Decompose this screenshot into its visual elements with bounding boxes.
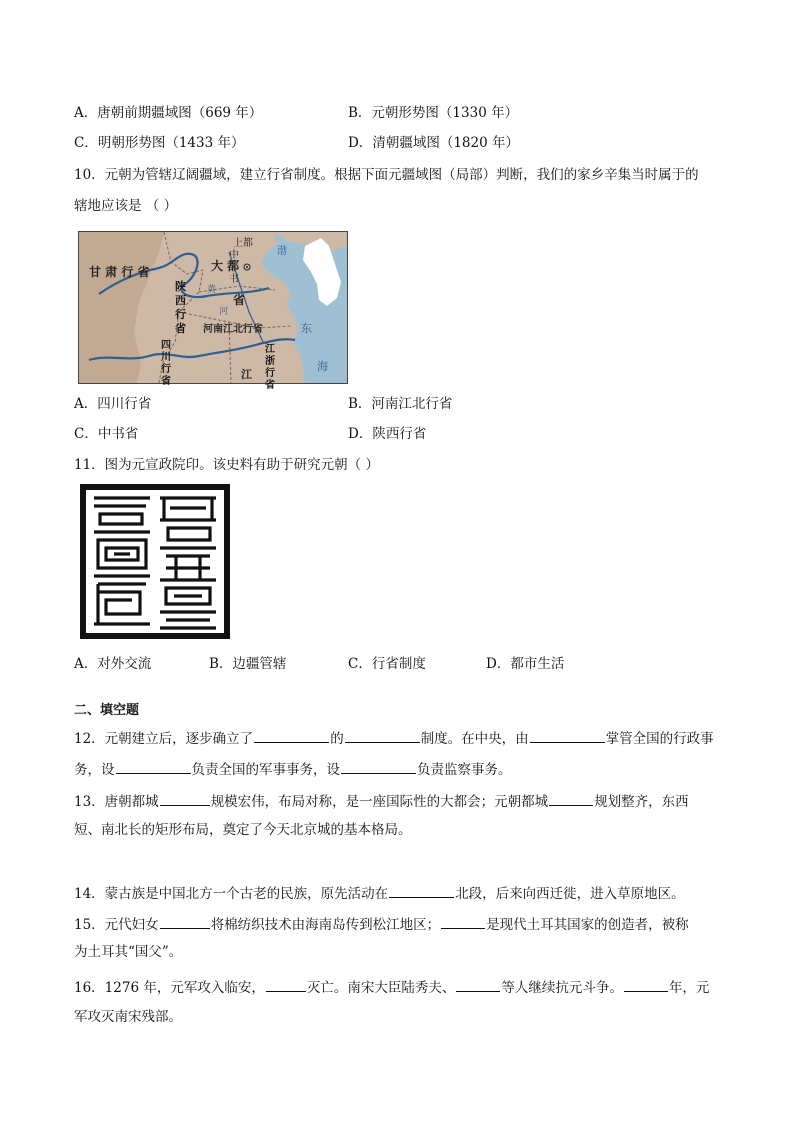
q9-option-a [74, 103, 262, 123]
q12-text: 12．元朝建立后，逐步确立了 [74, 731, 254, 747]
q13-blank-2[interactable] [549, 790, 593, 806]
q12-text: 务，设 [74, 762, 115, 778]
q12-blank-1[interactable] [254, 727, 329, 743]
q12-blank-4[interactable] [116, 758, 191, 774]
q12-text: 负责监察事务。 [417, 762, 512, 778]
q13-line1 [74, 790, 689, 812]
option-letter: C． [74, 135, 98, 151]
map-label-sichuan: 四川行省 [161, 340, 171, 387]
q15-line1 [74, 913, 689, 935]
q14-blank-1[interactable] [389, 882, 454, 898]
map-label-jiang: 江 [241, 368, 252, 381]
q16-blank-1[interactable] [266, 976, 306, 992]
q12-text: 制度。在中央，由 [420, 731, 529, 747]
option-text: 唐朝前期疆域图（669 年） [97, 105, 263, 121]
option-text: 清朝疆域图（1820 年） [372, 135, 519, 151]
option-letter: B． [348, 105, 372, 121]
q15-text: 将棉纺织技术由海南岛传到松江地区； [210, 917, 441, 933]
q10-stem-line1: 10．元朝为管辖辽阔疆域，建立行省制度。根据下面元疆域图（局部）判断，我们的家乡辛集当时属于的 [74, 167, 699, 183]
map-svg [79, 232, 347, 387]
q15-text: 是现代土耳其国家的创造者，被称 [486, 917, 689, 933]
q16-text: 年，元 [668, 980, 710, 996]
q15-blank-2[interactable] [441, 913, 485, 929]
q16-line2: 军攻灭南宋残部。 [74, 1009, 182, 1025]
map-label-gansu: 甘 肃 行 省 [89, 265, 150, 279]
q16-text: 等人继续抗元斗争。 [501, 980, 623, 996]
option-letter: D． [348, 135, 373, 151]
q15-text: 15．元代妇女 [74, 917, 159, 933]
q16-line1 [74, 976, 709, 998]
q9-option-d [348, 133, 519, 153]
option-letter: B． [348, 396, 372, 412]
map-label-dadu: 大 都 [211, 259, 240, 273]
option-letter: A． [74, 396, 98, 412]
q10-option-b [348, 394, 452, 414]
q12-blank-2[interactable] [345, 727, 420, 743]
q14-line [74, 882, 685, 904]
option-text: 四川行省 [97, 396, 152, 412]
q10-option-a [74, 394, 151, 414]
option-text: 陕西行省 [372, 426, 427, 442]
option-text: 明朝形势图（1433 年） [97, 135, 245, 151]
q11-option-b [209, 654, 286, 674]
map-label-dong: 东 [301, 322, 312, 335]
option-text: 都市生活 [510, 656, 565, 672]
q13-text: 规模宏伟，布局对称，是一座国际性的大都会；元朝都城 [210, 794, 549, 810]
q9-option-c [74, 133, 245, 153]
option-text: 边疆管辖 [232, 656, 287, 672]
option-text: 元朝形势图（1330 年） [371, 105, 519, 121]
map-label-sheng: 省 [233, 293, 246, 307]
q12-line1 [74, 727, 714, 749]
q13-line2: 短、南北长的矩形布局，奠定了今天北京城的基本格局。 [74, 822, 412, 838]
q16-text: 16．1276 年，元军攻入临安， [74, 980, 265, 996]
section-title-fill-in: 二、填空题 [74, 703, 140, 718]
seal-strokes [94, 498, 216, 628]
q10-stem-line2: 辖地应该是 （ ） [74, 198, 178, 214]
q13-blank-1[interactable] [160, 790, 210, 806]
map-label-bo: 渤 [277, 246, 287, 257]
xuanzhengyuan-seal-image [80, 484, 230, 639]
q10-option-d [348, 424, 426, 444]
option-letter: B． [209, 656, 233, 672]
q12-text: 的 [330, 731, 344, 747]
option-letter: A． [74, 105, 98, 121]
option-text: 河南江北行省 [371, 396, 453, 412]
q13-text: 规划整齐，东西 [594, 794, 689, 810]
q12-line2 [74, 758, 512, 780]
q11-option-d [486, 654, 564, 674]
q12-text: 掌管全国的行政事 [605, 731, 714, 747]
q15-blank-1[interactable] [160, 913, 210, 929]
option-letter: D． [486, 656, 511, 672]
q12-text: 负责全国的军事事务，设 [191, 762, 340, 778]
map-label-henan: 河南江北行省 [203, 324, 263, 335]
q16-blank-2[interactable] [456, 976, 500, 992]
option-letter: C． [74, 426, 98, 442]
q11-option-c [348, 654, 426, 674]
q12-blank-5[interactable] [341, 758, 416, 774]
q14-text: 14．蒙古族是中国北方一个古老的民族，原先活动在 [74, 886, 389, 902]
map-label-shaanxi: 陕西行省 [175, 280, 186, 335]
map-label-he: 河 [219, 307, 229, 317]
seal-svg [80, 484, 230, 639]
q16-blank-3[interactable] [624, 976, 668, 992]
dadu-dot [246, 266, 248, 268]
q16-text: 灭亡。南宋大臣陆秀夫、 [306, 980, 456, 996]
map-label-shangdu: 上都 [233, 238, 253, 249]
q11-option-a [74, 654, 151, 674]
q10-option-c [74, 424, 138, 444]
map-label-huanghe: 黄 [207, 285, 217, 295]
option-text: 对外交流 [97, 656, 152, 672]
map-label-jiangzhe: 江浙行省 [265, 344, 275, 391]
option-letter: A． [74, 656, 98, 672]
map-label-hai: 海 [317, 360, 328, 373]
q11-stem: 11．图为元宣政院印。该史料有助于研究元朝（ ） [74, 457, 379, 473]
option-text: 行省制度 [371, 656, 426, 672]
q14-text: 北段，后来向西迁徙，进入草原地区。 [455, 886, 685, 902]
option-letter: C． [348, 656, 372, 672]
option-text: 中书省 [97, 426, 139, 442]
map-label-zhong: 中 [229, 250, 239, 261]
option-letter: D． [348, 426, 373, 442]
yuan-territory-map [78, 231, 348, 391]
q9-option-b [348, 103, 518, 123]
map-label-shu: 书 [229, 274, 239, 285]
q15-line2: 为土耳其“国父”。 [74, 944, 183, 960]
q12-blank-3[interactable] [530, 727, 605, 743]
q13-text: 13．唐朝都城 [74, 794, 159, 810]
